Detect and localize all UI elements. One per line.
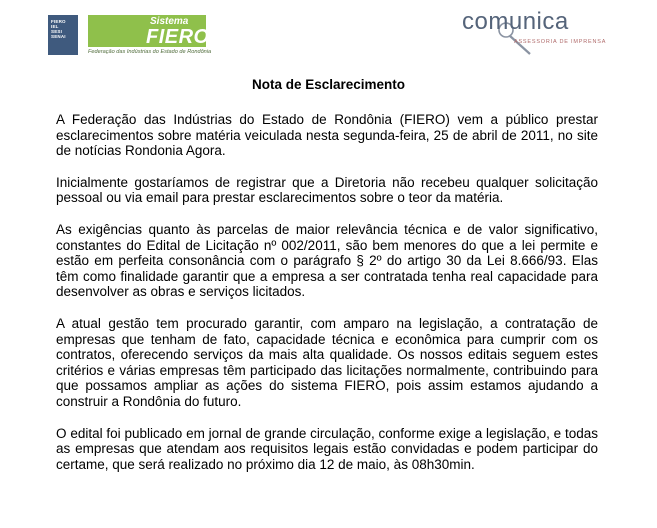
comunica-logo [462,8,612,63]
paragraph: A Federação das Indústrias do Estado de Rondônia (FIERO) vem a público prestar esclarecimentos sobre matéria veiculada nesta segunda-feira, 25 de abril de 2011, no site de notícias Rondonia Agora. [56,112,598,159]
document-title: Nota de Esclarecimento [251,77,406,92]
fiero-block-label: IEL [51,24,59,29]
letterhead [0,0,657,70]
fiero-tagline: Federação das Indústrias do Estado de Rondônia [88,49,212,55]
paragraph: As exigências quanto às parcelas de maior relevância técnica e de valor significativo, constantes do Edital de Licitação nº 002/2011, são bem menores do que a lei permite e estão em perfeita consonância com o parágrafo § 2º do artigo 30 da Lei 8.666/93. Elas têm como finalidade garantir que a empresa a ser contratada tenha real capacidade para desenvolver as obras e serviços licitados. [56,221,598,300]
document-body [56,112,598,488]
fiero-green-panel [88,15,210,48]
fiero-sistema-label: Sistema [150,16,189,27]
comunica-tagline: ASSESSORIA DE IMPRENSA [514,39,607,45]
paragraph: Inicialmente gostaríamos de registrar que a Diretoria não recebeu qualquer solicitação pessoal ou via email para prestar esclarecimentos sobre o teor da matéria. [56,174,598,206]
fiero-logo [48,10,213,58]
fiero-system-blocks [48,15,78,55]
paragraph: O edital foi publicado em jornal de grande circulação, conforme exige a legislação, e todas as empresas que atendam aos requisitos legais estão convidadas e podem participar do certame, que será realizado no próximo dia 12 de maio, às 08h30min. [56,425,598,472]
fiero-block-label: SENAI [51,34,66,39]
paragraph: A atual gestão tem procurado garantir, com amparo na legislação, a contratação de empresas que tenham de fato, capacidade técnica e econômica para cumprir com os contratos, oferecendo serviços da mais alta qualidade. Os nossos editais seguem estes critérios e várias empresas têm participado das licitações normalmente, contribuindo para que possamos ampliar as ações do sistema FIERO, pois assim estamos ajudando a construir a Rondônia do futuro. [56,315,598,409]
fiero-name-label: FIERO [146,26,210,48]
fiero-block-label: FIERO [51,19,66,24]
fiero-block-label: SESI [51,29,63,34]
comunica-wordmark: comunica [462,8,569,35]
